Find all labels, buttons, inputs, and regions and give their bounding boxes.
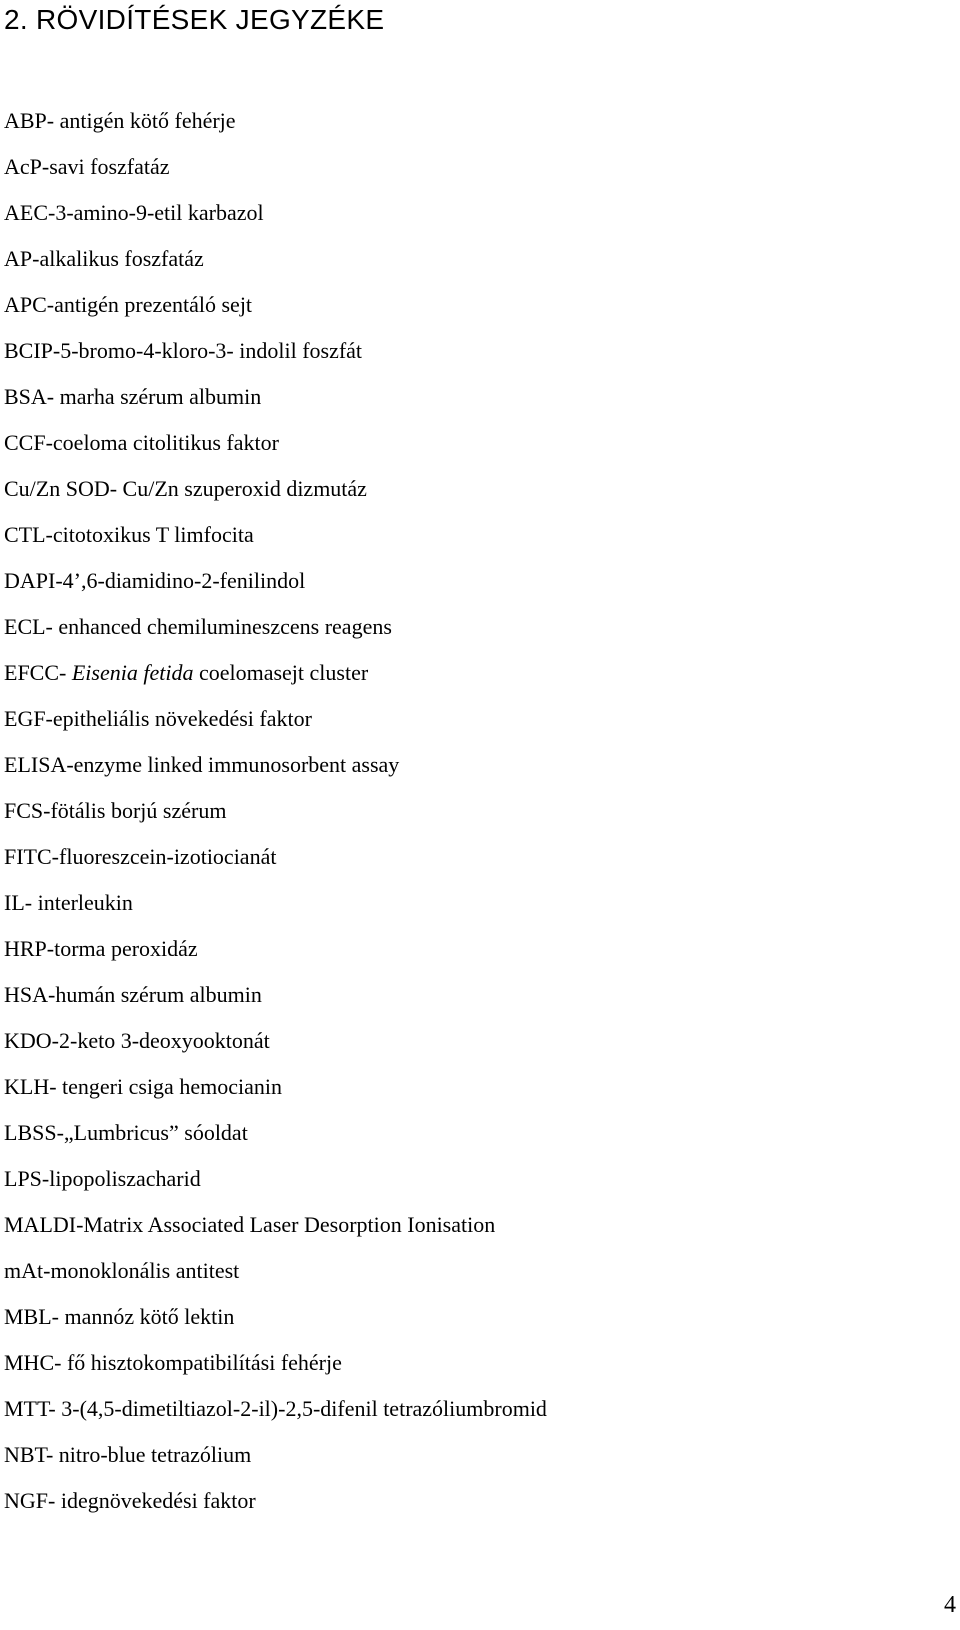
abbreviation-item: mAt-monoklonális antitest bbox=[4, 1258, 240, 1283]
abbreviation-list bbox=[4, 98, 547, 1524]
abbreviation-item: MHC- fő hisztokompatibilítási fehérje bbox=[4, 1350, 342, 1375]
abbreviation-item: HRP-torma peroxidáz bbox=[4, 936, 198, 961]
abbreviation-suffix: coelomasejt cluster bbox=[193, 660, 369, 685]
abbreviation-item: BCIP-5-bromo-4-kloro-3- indolil foszfát bbox=[4, 338, 363, 363]
section-heading: 2. RÖVIDÍTÉSEK JEGYZÉKE bbox=[4, 4, 385, 35]
abbreviation-item: AEC-3-amino-9-etil karbazol bbox=[4, 200, 264, 225]
abbreviation-item: LPS-lipopoliszacharid bbox=[4, 1166, 201, 1191]
abbreviation-item: NGF- idegnövekedési faktor bbox=[4, 1488, 256, 1513]
abbreviation-prefix: EFCC- bbox=[4, 660, 72, 685]
abbreviation-item: HSA-humán szérum albumin bbox=[4, 982, 262, 1007]
abbreviation-item: FCS-fötális borjú szérum bbox=[4, 798, 227, 823]
abbreviation-item: MALDI-Matrix Associated Laser Desorption Ionisation bbox=[4, 1212, 496, 1237]
abbreviation-item: KDO-2-keto 3-deoxyooktonát bbox=[4, 1028, 270, 1053]
abbreviation-item: DAPI-4’,6-diamidino-2-fenilindol bbox=[4, 568, 306, 593]
abbreviation-item: EGF-epitheliális növekedési faktor bbox=[4, 706, 312, 731]
abbreviation-item: AcP-savi foszfatáz bbox=[4, 154, 170, 179]
abbreviation-item: MBL- mannóz kötő lektin bbox=[4, 1304, 235, 1329]
abbreviation-item: CTL-citotoxikus T limfocita bbox=[4, 522, 254, 547]
page-number: 4 bbox=[944, 1592, 956, 1618]
abbreviation-item: Cu/Zn SOD- Cu/Zn szuperoxid dizmutáz bbox=[4, 476, 367, 501]
abbreviation-item: KLH- tengeri csiga hemocianin bbox=[4, 1074, 282, 1099]
abbreviation-item: IL- interleukin bbox=[4, 890, 133, 915]
abbreviation-item: ABP- antigén kötő fehérje bbox=[4, 108, 236, 133]
abbreviation-item: ELISA-enzyme linked immunosorbent assay bbox=[4, 752, 400, 777]
abbreviation-item: BSA- marha szérum albumin bbox=[4, 384, 262, 409]
species-name-italic: Eisenia fetida bbox=[71, 660, 194, 685]
abbreviation-item: ECL- enhanced chemilumineszcens reagens bbox=[4, 614, 392, 639]
abbreviation-item: AP-alkalikus foszfatáz bbox=[4, 246, 204, 271]
abbreviation-item bbox=[4, 650, 547, 696]
abbreviation-item: CCF-coeloma citolitikus faktor bbox=[4, 430, 279, 455]
abbreviation-item: NBT- nitro-blue tetrazólium bbox=[4, 1442, 252, 1467]
abbreviation-item: APC-antigén prezentáló sejt bbox=[4, 292, 253, 317]
abbreviation-item: LBSS-„Lumbricus” sóoldat bbox=[4, 1120, 248, 1145]
abbreviation-item: FITC-fluoreszcein-izotiocianát bbox=[4, 844, 277, 869]
abbreviation-item: MTT- 3-(4,5-dimetiltiazol-2-il)-2,5-difenil tetrazóliumbromid bbox=[4, 1396, 547, 1421]
